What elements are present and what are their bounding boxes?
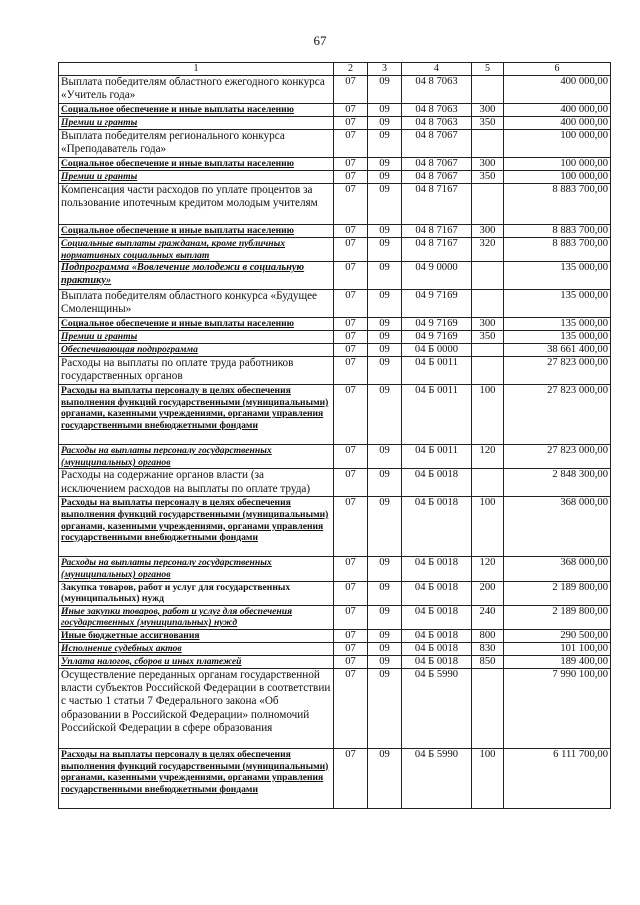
table-row	[59, 469, 611, 497]
row-subsection: 09	[368, 184, 402, 225]
row-target-code: 04 Б 0018	[402, 629, 472, 642]
row-section: 07	[334, 581, 368, 605]
row-amount: 27 823 000,00	[504, 385, 611, 445]
row-subsection: 09	[368, 445, 402, 469]
row-subsection: 09	[368, 238, 402, 262]
row-expense-type	[472, 76, 504, 104]
row-section: 07	[334, 445, 368, 469]
row-amount: 189 400,00	[504, 655, 611, 668]
row-name: Премии и гранты	[59, 171, 334, 184]
row-subsection: 09	[368, 76, 402, 104]
row-expense-type: 300	[472, 225, 504, 238]
row-subsection: 09	[368, 331, 402, 344]
table-row	[59, 581, 611, 605]
table-row	[59, 158, 611, 171]
table-row	[59, 238, 611, 262]
row-expense-type	[472, 668, 504, 748]
row-expense-type: 240	[472, 605, 504, 629]
row-expense-type: 800	[472, 629, 504, 642]
table-row	[59, 385, 611, 445]
row-name: Выплата победителям областного конкурса «Будущее Смоленщины»	[59, 290, 334, 318]
row-name: Социальные выплаты гражданам, кроме публичных нормативных социальных выплат	[59, 238, 334, 262]
table-row	[59, 445, 611, 469]
table-row	[59, 225, 611, 238]
row-target-code: 04 Б 0011	[402, 357, 472, 385]
row-target-code: 04 8 7167	[402, 225, 472, 238]
row-expense-type	[472, 357, 504, 385]
row-subsection: 09	[368, 469, 402, 497]
row-subsection: 09	[368, 117, 402, 130]
row-subsection: 09	[368, 557, 402, 581]
row-section: 07	[334, 497, 368, 557]
row-name: Премии и гранты	[59, 331, 334, 344]
row-expense-type: 300	[472, 104, 504, 117]
row-amount: 100 000,00	[504, 158, 611, 171]
row-section: 07	[334, 655, 368, 668]
row-name: Осуществление переданных органам государственной власти субъектов Российской Федерации в соответствии с частью 1 статьи 7 Федерального закона «Об образовании в Российской Федерации» полномочий Российской Федерации в сфере образования	[59, 668, 334, 748]
row-section: 07	[334, 344, 368, 357]
row-name: Выплата победителям регионального конкурса «Преподаватель года»	[59, 130, 334, 158]
row-name: Расходы на выплаты персоналу в целях обеспечения выполнения функций государственными (муниципальными) органами, казенными учреждениями, органами управления государственными внебюджетными фондами	[59, 385, 334, 445]
row-target-code: 04 Б 0000	[402, 344, 472, 357]
row-subsection: 09	[368, 605, 402, 629]
header-col-6: 6	[504, 63, 611, 76]
row-section: 07	[334, 385, 368, 445]
row-section: 07	[334, 668, 368, 748]
row-target-code: 04 Б 0011	[402, 445, 472, 469]
row-expense-type: 300	[472, 318, 504, 331]
row-name: Расходы на выплаты персоналу в целях обеспечения выполнения функций государственными (муниципальными) органами, казенными учреждениями, органами управления государственными внебюджетными фондами	[59, 748, 334, 808]
row-name: Компенсация части расходов по уплате процентов за пользование ипотечным кредитом молодым учителям	[59, 184, 334, 225]
row-amount: 8 883 700,00	[504, 225, 611, 238]
row-amount: 400 000,00	[504, 76, 611, 104]
budget-table	[58, 62, 611, 809]
row-subsection: 09	[368, 581, 402, 605]
row-subsection: 09	[368, 655, 402, 668]
row-amount: 100 000,00	[504, 171, 611, 184]
row-target-code: 04 9 7169	[402, 290, 472, 318]
table-row	[59, 331, 611, 344]
table-row	[59, 605, 611, 629]
row-section: 07	[334, 158, 368, 171]
table-row	[59, 748, 611, 808]
row-target-code: 04 Б 5990	[402, 748, 472, 808]
row-section: 07	[334, 557, 368, 581]
header-col-1: 1	[59, 63, 334, 76]
row-amount: 400 000,00	[504, 117, 611, 130]
row-target-code: 04 8 7063	[402, 117, 472, 130]
row-name: Расходы на выплаты по оплате труда работников государственных органов	[59, 357, 334, 385]
row-subsection: 09	[368, 290, 402, 318]
row-amount: 27 823 000,00	[504, 445, 611, 469]
row-target-code: 04 8 7067	[402, 158, 472, 171]
row-name: Расходы на содержание органов власти (за исключением расходов на выплаты по оплате труда)	[59, 469, 334, 497]
row-section: 07	[334, 262, 368, 290]
table-row	[59, 318, 611, 331]
row-expense-type: 120	[472, 557, 504, 581]
row-name: Расходы на выплаты персоналу государственных (муниципальных) органов	[59, 445, 334, 469]
row-subsection: 09	[368, 318, 402, 331]
row-name: Социальное обеспечение и иные выплаты населению	[59, 104, 334, 117]
table-row	[59, 130, 611, 158]
row-expense-type: 320	[472, 238, 504, 262]
row-name: Социальное обеспечение и иные выплаты населению	[59, 158, 334, 171]
table-row	[59, 629, 611, 642]
row-amount: 2 189 800,00	[504, 581, 611, 605]
row-expense-type: 350	[472, 331, 504, 344]
row-section: 07	[334, 318, 368, 331]
row-amount: 27 823 000,00	[504, 357, 611, 385]
row-section: 07	[334, 469, 368, 497]
row-section: 07	[334, 748, 368, 808]
row-amount: 135 000,00	[504, 290, 611, 318]
table-row	[59, 497, 611, 557]
row-target-code: 04 Б 0018	[402, 655, 472, 668]
row-name: Выплата победителям областного ежегодного конкурса «Учитель года»	[59, 76, 334, 104]
row-section: 07	[334, 290, 368, 318]
row-amount: 290 500,00	[504, 629, 611, 642]
row-target-code: 04 Б 0018	[402, 581, 472, 605]
row-amount: 2 189 800,00	[504, 605, 611, 629]
row-name: Иные бюджетные ассигнования	[59, 629, 334, 642]
row-subsection: 09	[368, 668, 402, 748]
row-amount: 6 111 700,00	[504, 748, 611, 808]
row-amount: 135 000,00	[504, 318, 611, 331]
table-row	[59, 357, 611, 385]
table-row	[59, 668, 611, 748]
row-expense-type	[472, 290, 504, 318]
row-subsection: 09	[368, 629, 402, 642]
table-row	[59, 655, 611, 668]
row-target-code: 04 Б 0018	[402, 605, 472, 629]
row-name: Премии и гранты	[59, 117, 334, 130]
row-name: Расходы на выплаты персоналу в целях обеспечения выполнения функций государственными (муниципальными) органами, казенными учреждениями, органами управления государственными внебюджетными фондами	[59, 497, 334, 557]
row-name: Социальное обеспечение и иные выплаты населению	[59, 225, 334, 238]
row-amount: 135 000,00	[504, 331, 611, 344]
row-name: Расходы на выплаты персоналу государственных (муниципальных) органов	[59, 557, 334, 581]
row-target-code: 04 Б 0011	[402, 385, 472, 445]
row-subsection: 09	[368, 225, 402, 238]
row-expense-type	[472, 344, 504, 357]
row-section: 07	[334, 331, 368, 344]
table-row	[59, 262, 611, 290]
row-amount: 400 000,00	[504, 104, 611, 117]
row-expense-type: 120	[472, 445, 504, 469]
row-target-code: 04 8 7167	[402, 184, 472, 225]
table-row	[59, 642, 611, 655]
row-section: 07	[334, 117, 368, 130]
row-name: Социальное обеспечение и иные выплаты населению	[59, 318, 334, 331]
row-subsection: 09	[368, 130, 402, 158]
row-section: 07	[334, 184, 368, 225]
row-amount: 101 100,00	[504, 642, 611, 655]
row-section: 07	[334, 605, 368, 629]
row-section: 07	[334, 225, 368, 238]
row-expense-type	[472, 469, 504, 497]
row-expense-type: 830	[472, 642, 504, 655]
row-section: 07	[334, 357, 368, 385]
table-row	[59, 290, 611, 318]
row-name: Иные закупки товаров, работ и услуг для обеспечения государственных (муниципальных) нужд	[59, 605, 334, 629]
row-name: Обеспечивающая подпрограмма	[59, 344, 334, 357]
row-amount: 8 883 700,00	[504, 238, 611, 262]
header-col-5: 5	[472, 63, 504, 76]
row-expense-type	[472, 262, 504, 290]
row-expense-type: 200	[472, 581, 504, 605]
row-subsection: 09	[368, 158, 402, 171]
row-amount: 368 000,00	[504, 497, 611, 557]
row-target-code: 04 Б 0018	[402, 497, 472, 557]
row-target-code: 04 8 7063	[402, 76, 472, 104]
row-target-code: 04 8 7063	[402, 104, 472, 117]
row-expense-type: 100	[472, 385, 504, 445]
row-target-code: 04 Б 0018	[402, 642, 472, 655]
row-expense-type: 300	[472, 158, 504, 171]
row-expense-type: 350	[472, 117, 504, 130]
row-amount: 8 883 700,00	[504, 184, 611, 225]
row-expense-type	[472, 184, 504, 225]
row-subsection: 09	[368, 385, 402, 445]
row-amount: 38 661 400,00	[504, 344, 611, 357]
row-amount: 135 000,00	[504, 262, 611, 290]
row-name: Закупка товаров, работ и услуг для государственных (муниципальных) нужд	[59, 581, 334, 605]
row-target-code: 04 8 7067	[402, 130, 472, 158]
header-col-2: 2	[334, 63, 368, 76]
row-expense-type: 850	[472, 655, 504, 668]
row-target-code: 04 Б 0018	[402, 557, 472, 581]
row-target-code: 04 Б 0018	[402, 469, 472, 497]
table-row	[59, 184, 611, 225]
page-number: 67	[313, 33, 327, 48]
row-expense-type: 100	[472, 748, 504, 808]
table-row	[59, 344, 611, 357]
row-subsection: 09	[368, 344, 402, 357]
row-amount: 100 000,00	[504, 130, 611, 158]
row-subsection: 09	[368, 497, 402, 557]
row-subsection: 09	[368, 104, 402, 117]
row-section: 07	[334, 104, 368, 117]
table-row	[59, 104, 611, 117]
row-target-code: 04 8 7067	[402, 171, 472, 184]
table-row	[59, 117, 611, 130]
row-section: 07	[334, 130, 368, 158]
row-name: Уплата налогов, сборов и иных платежей	[59, 655, 334, 668]
table-header-row	[59, 63, 611, 76]
table-row	[59, 557, 611, 581]
row-subsection: 09	[368, 748, 402, 808]
row-target-code: 04 9 0000	[402, 262, 472, 290]
row-name: Подпрограмма «Вовлечение молодежи в социальную практику»	[59, 262, 334, 290]
header-col-3: 3	[368, 63, 402, 76]
row-amount: 2 848 300,00	[504, 469, 611, 497]
row-subsection: 09	[368, 642, 402, 655]
row-target-code: 04 8 7167	[402, 238, 472, 262]
row-section: 07	[334, 171, 368, 184]
row-target-code: 04 9 7169	[402, 318, 472, 331]
row-name: Исполнение судебных актов	[59, 642, 334, 655]
row-expense-type: 100	[472, 497, 504, 557]
row-subsection: 09	[368, 262, 402, 290]
row-section: 07	[334, 642, 368, 655]
row-amount: 7 990 100,00	[504, 668, 611, 748]
row-amount: 368 000,00	[504, 557, 611, 581]
row-section: 07	[334, 76, 368, 104]
header-col-4: 4	[402, 63, 472, 76]
row-section: 07	[334, 629, 368, 642]
row-expense-type	[472, 130, 504, 158]
table-row	[59, 76, 611, 104]
row-expense-type: 350	[472, 171, 504, 184]
row-section: 07	[334, 238, 368, 262]
row-target-code: 04 9 7169	[402, 331, 472, 344]
row-subsection: 09	[368, 357, 402, 385]
row-subsection: 09	[368, 171, 402, 184]
row-target-code: 04 Б 5990	[402, 668, 472, 748]
table-row	[59, 171, 611, 184]
